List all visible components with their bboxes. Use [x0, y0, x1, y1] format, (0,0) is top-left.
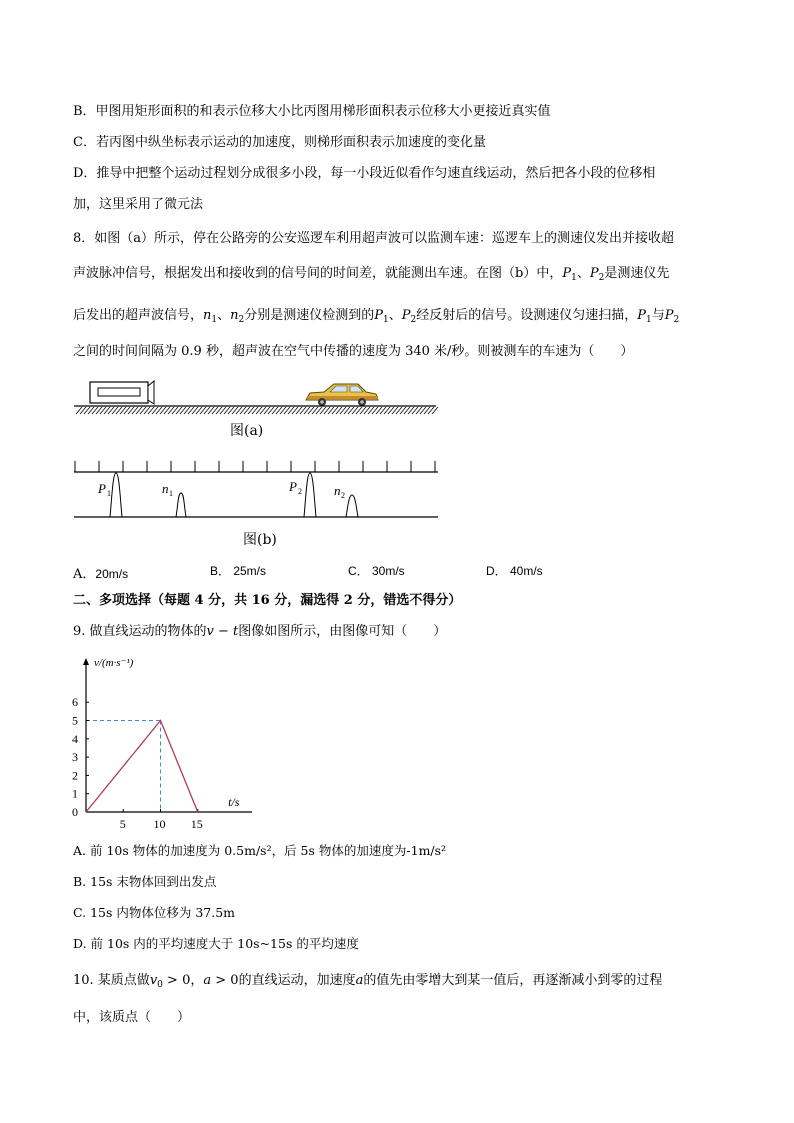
- figure-b: [72, 455, 442, 525]
- q9-option-b: B. 15s 末物体回到出发点: [73, 874, 217, 889]
- q7-option-d-line2: 加，这里采用了微元法: [73, 197, 204, 212]
- y-tick-label: 0: [72, 805, 78, 819]
- svg-text:P: P: [289, 479, 297, 494]
- q8-stem-line1: 8．如图（a）所示，停在公路旁的公安巡逻车利用超声波可以监测车速：巡逻车上的测速仪发出并接收超: [73, 231, 675, 246]
- q10-stem-line1: 10. 某质点做$v_0 > 0$，a > 0的直线运动，加速度a的值先由零增大到某一值后，再逐渐减小到零的过程: [73, 973, 663, 990]
- q7-option-d-line1: D．推导中把整个运动过程划分成很多小段，每一小段近似看作匀速直线运动，然后把各小段的位移相: [73, 166, 656, 181]
- vt-series-line: [86, 721, 198, 813]
- q8-stem-line4: 之间的时间间隔为 0.9 秒，超声波在空气中传播的速度为 340 米/秒。则被测车的车速为（ ）: [73, 344, 634, 359]
- svg-text:n: n: [334, 483, 341, 498]
- figure-a: [72, 374, 440, 424]
- x-tick-label: 5: [119, 817, 126, 831]
- q7-option-b: B．甲图用矩形面积的和表示位移大小比丙图用梯形面积表示位移大小更接近真实值: [73, 104, 551, 119]
- svg-text:n: n: [162, 481, 169, 496]
- q7-option-c: C．若丙图中纵坐标表示运动的加速度，则梯形面积表示加速度的变化量: [73, 135, 486, 150]
- q8-option-d: D． 40m/s: [486, 564, 543, 578]
- svg-text:1: 1: [169, 489, 173, 498]
- y-tick-label: 6: [72, 695, 78, 710]
- x-axis-label: t/s: [228, 795, 240, 809]
- y-tick-label: 3: [72, 750, 78, 765]
- figure-a-caption: 图(a): [230, 423, 264, 439]
- x-tick-label: 15: [190, 817, 203, 831]
- q8-stem-line2: 声波脉冲信号，根据发出和接收到的信号间的时间差，就能测出车速。在图（b）中，$P_1$、$P_2$是测速仪先: [73, 266, 670, 283]
- q8-option-a: A．20m/s: [73, 567, 129, 582]
- svg-text:P: P: [98, 481, 106, 496]
- pulse-p2: [300, 473, 320, 517]
- figure-b-caption: 图(b): [243, 532, 277, 548]
- y-tick-label: 2: [72, 768, 78, 783]
- q8-stem-line3: 后发出的超声波信号，$n_1$、$n_2$分别是测速仪检测到的$P_1$、$P_2$经反射后的信号。设测速仪匀速扫描，$P_1$与$P_2$: [73, 308, 680, 325]
- speed-meter-icon: [90, 381, 154, 404]
- y-tick-label: 5: [72, 713, 78, 728]
- car-icon: [306, 384, 378, 406]
- y-tick-label: 1: [72, 786, 78, 801]
- q9-option-d: D. 前 10s 内的平均速度大于 10s~15s 的平均速度: [73, 936, 359, 951]
- x-tick-label: 10: [153, 817, 166, 831]
- y-axis-arrow: [83, 658, 89, 665]
- q9-option-c: C. 15s 内物体位移为 37.5m: [73, 905, 236, 920]
- q9-stem: 9. 做直线运动的物体的v − t图像如图所示，由图像可知（ ）: [73, 624, 447, 639]
- vt-chart: [62, 650, 252, 835]
- section-2-heading: 二、多项选择（每题 4 分，共 16 分，漏选得 2 分，错选不得分）: [73, 593, 462, 608]
- svg-text:1: 1: [107, 489, 111, 498]
- q8-option-c: C． 30m/s: [348, 564, 405, 578]
- pulse-n1: [173, 493, 189, 517]
- y-tick-label: 4: [72, 731, 78, 746]
- q9-option-a: A. 前 10s 物体的加速度为 0.5m/s²，后 5s 物体的加速度为-1m/s²: [73, 843, 447, 858]
- pulse-n2: [343, 495, 361, 517]
- q10-stem-line2: 中，该质点（ ）: [73, 1010, 191, 1025]
- y-axis-label: v/(m·s⁻¹): [94, 657, 134, 669]
- q8-option-b: B． 25m/s: [210, 564, 267, 578]
- svg-text:2: 2: [341, 491, 345, 500]
- svg-text:2: 2: [298, 487, 302, 496]
